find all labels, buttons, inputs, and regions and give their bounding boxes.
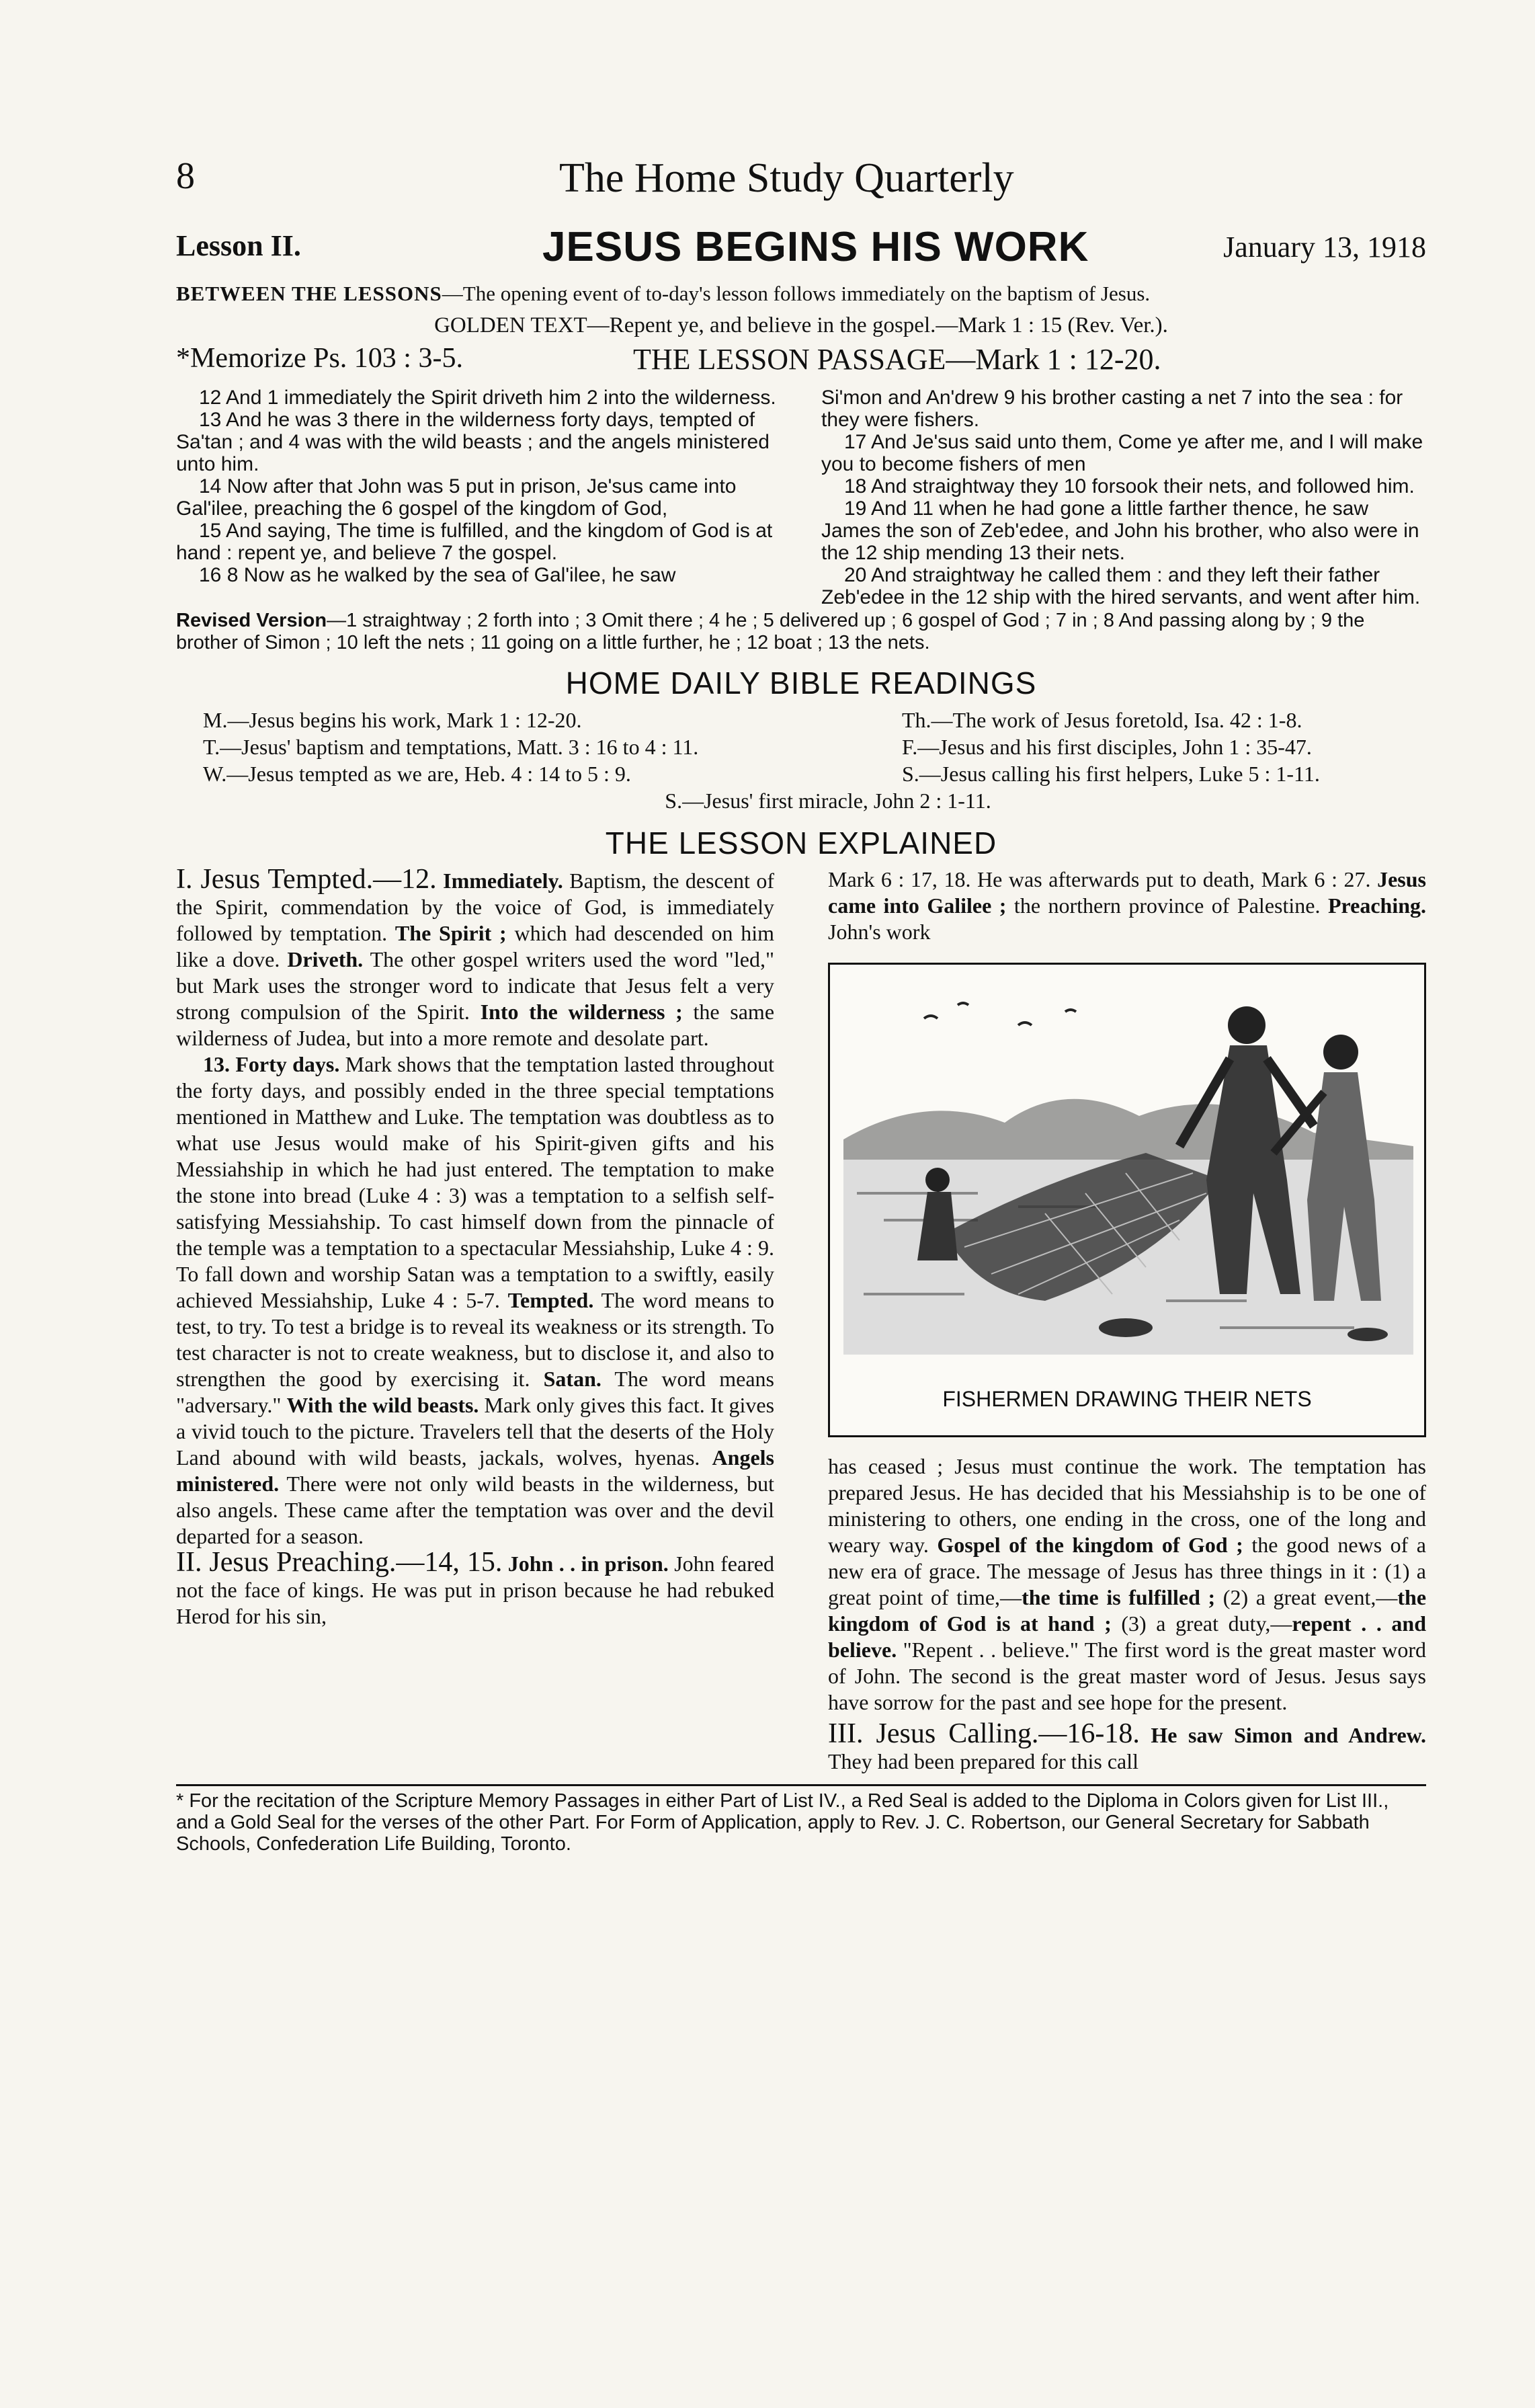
- revised-lead: Revised Version: [176, 610, 327, 631]
- text: Mark 6 : 17, 18. He was afterwards put to death, Mark 6 : 27.: [828, 867, 1378, 891]
- daily-readings: [176, 707, 1426, 814]
- verse: 12 And 1 immediately the Spirit driveth him 2 into the wilderness.: [199, 387, 776, 409]
- lesson-date: January 13, 1918: [1223, 231, 1426, 264]
- golden-text: GOLDEN TEXT—Repent ye, and believe in the gospel.—Mark 1 : 15 (Rev. Ver.).: [434, 313, 1168, 337]
- running-title: The Home Study Quarterly: [559, 155, 1014, 201]
- verse: 16 8 Now as he walked by the sea of Gal'ilee, he saw: [199, 564, 676, 586]
- lesson-explained: [176, 864, 1427, 1775]
- lesson-label: Lesson II.: [176, 229, 301, 262]
- term: Preaching.: [1327, 893, 1426, 918]
- text: John feared not the face of kings. He was put in prison because he had rebuked Herod for his sin,: [176, 1552, 775, 1628]
- term: With the wild beasts.: [286, 1393, 479, 1417]
- passage-heading: [176, 342, 1426, 383]
- term: The Spirit ;: [395, 921, 507, 945]
- text: Mark shows that the temptation lasted throughout the forty days, and possibly ended in the three special temptations mentioned in Matthew and Luke. The temptation was doubtless as to what use Jesus would make of his Spirit-given gifts and his Messiahship in which he had just entered. The temptation to make the stone into bread (Luke 4 : 3) was a temptation to a selfish self-satisfying Messiahship. To cast himself down from the pinnacle of the temple was a temptation to a spectacular Messiahship, Luke 4 : 9. To fall down and worship Satan was a temptation to a swiftly, easily achieved Messiahship, Luke 4 : 5-7.: [176, 1052, 775, 1312]
- term: Gospel of the kingdom of God ;: [937, 1533, 1243, 1557]
- term: Driveth.: [287, 947, 364, 971]
- text: the good news of a new era of grace. The message of Jesus has three things in it : (1) a great point of time,—: [828, 1533, 1427, 1609]
- daily-readings-heading: HOME DAILY BIBLE READINGS: [565, 666, 1037, 700]
- text: Mark only gives this fact. It gives a vivid touch to the picture. Travelers tell that the deserts of the Holy Land abound with wild beasts, jackals, wolves, hyenas.: [176, 1393, 775, 1470]
- paragraph: [828, 867, 1426, 945]
- illustration-fishermen: [828, 963, 1426, 1437]
- verse: Si'mon and An'drew 9 his brother casting a net 7 into the sea : for they were fishers.: [821, 387, 1403, 431]
- reading-item: W.—Jesus tempted as we are, Heb. 4 : 14 to 5 : 9.: [203, 762, 631, 786]
- term: Immediately.: [443, 869, 563, 893]
- term: Tempted.: [507, 1288, 594, 1312]
- text: the same wilderness of Judea, but into a more remote and desolate part.: [176, 1000, 775, 1050]
- term: 13. Forty days.: [203, 1052, 340, 1076]
- verse: 17 And Je'sus said unto them, Come ye after me, and I will make you to become fishers of men: [821, 431, 1423, 475]
- text: The word means "adversary.": [176, 1367, 775, 1417]
- revised-text: —1 straightway ; 2 forth into ; 3 Omit there ; 4 he ; 5 delivered up ; 6 gospel of God ; 7 in ; 8 And passing along by ; 9 the brother of Simon ; 10 left the nets ; 11 going on a little further, he ; 12 boat ; 13 the nets.: [176, 610, 1365, 653]
- page-header: [176, 155, 1426, 208]
- explained-right-column: [828, 867, 1426, 1775]
- text: (3) a great duty,—: [1111, 1611, 1292, 1636]
- page: [176, 155, 1426, 2306]
- term: Into the wilderness ;: [480, 1000, 683, 1024]
- lesson-explained-heading: THE LESSON EXPLAINED: [605, 826, 997, 860]
- page-number: 8: [176, 155, 195, 197]
- verses-right-column: [821, 387, 1426, 608]
- figure-caption: FISHERMEN DRAWING THEIR NETS: [942, 1387, 1312, 1411]
- explained-left-column: [176, 864, 775, 1775]
- between-text: —The opening event of to-day's lesson follows immediately on the baptism of Jesus.: [442, 282, 1151, 305]
- text: has ceased ; Jesus must continue the work. The temptation has prepared Jesus. He has decided that his Messiahship is to be one of ministering to others, one ending in the cross, one of the long and weary way.: [828, 1454, 1426, 1557]
- reading-item: T.—Jesus' baptism and temptations, Matt. 3 : 16 to 4 : 11.: [203, 735, 699, 759]
- memorize-note: *Memorize Ps. 103 : 3-5.: [176, 343, 463, 374]
- footnote: * For the recitation of the Scripture Memory Passages in either Part of List IV., a Red Seal is added to the Diploma in Colors given for List III., and a Gold Seal for the verses of the other Part. For Form of Application, apply to Rev. J. C. Robertson, our General Secretary for Sabbath Schools, Confederation Life Building, Toronto.: [176, 1790, 1389, 1855]
- term: the time is fulfilled ;: [1022, 1585, 1216, 1609]
- text: The other gospel writers used the word "led," but Mark uses the stronger word to indicate that Jesus felt a very strong compulsion of the Spirit.: [176, 947, 775, 1024]
- text: which had descended on him like a dove.: [176, 921, 775, 971]
- paragraph: [828, 1453, 1426, 1716]
- text: Baptism, the descent of the Spirit, commendation by the voice of God, is immediately followed by temptation.: [176, 869, 775, 945]
- between-the-lessons: [176, 281, 1426, 307]
- term: repent . . and believe.: [828, 1611, 1426, 1662]
- paragraph: [176, 864, 775, 1051]
- term: He saw Simon and Andrew.: [1139, 1723, 1426, 1747]
- fishermen-illustration-icon: [843, 978, 1413, 1355]
- term: Satan.: [543, 1367, 601, 1391]
- paragraph: [176, 1547, 775, 1630]
- term: Jesus came into Galilee ;: [828, 867, 1426, 918]
- text: John's work: [828, 920, 931, 944]
- text: The word means to test, to try. To test a bridge is to reveal its weakness or its strength. To test character is not to create weakness, but to disclose it, and also to strengthen the good by exercising it.: [176, 1288, 775, 1391]
- verse: 13 And he was 3 there in the wilderness forty days, tempted of Sa'tan ; and 4 was with the wild beasts ; and the angels ministered unto him.: [176, 409, 770, 475]
- text: (2) a great event,—: [1215, 1585, 1398, 1609]
- text: "Repent . . believe." The first word is the great master word of John. The second is the great master word of Jesus. Jesus says have sorrow for the past and see hope for the present.: [828, 1638, 1426, 1714]
- reading-item: M.—Jesus begins his work, Mark 1 : 12-20.: [203, 708, 582, 732]
- text: There were not only wild beasts in the wilderness, but also angels. These came after the temptation was over and the devil departed for a season.: [176, 1472, 774, 1548]
- lesson-passage: [176, 387, 1426, 608]
- paragraph: [828, 1718, 1426, 1775]
- section-jesus-preaching: II. Jesus Preaching.—14, 15.: [176, 1547, 503, 1578]
- reading-item: Th.—The work of Jesus foretold, Isa. 42 : 1-8.: [902, 708, 1302, 732]
- verses-left-column: [176, 387, 781, 608]
- verse: 19 And 11 when he had gone a little farther thence, he saw James the son of Zeb'edee, and John his brother, who also were in the 12 ship mending 13 their nets.: [821, 497, 1419, 564]
- revised-version: [176, 610, 1426, 654]
- term: Angels ministered.: [176, 1445, 774, 1496]
- paragraph: [176, 1051, 774, 1550]
- lesson-title: JESUS BEGINS HIS WORK: [542, 224, 1089, 270]
- section-jesus-calling: III. Jesus Calling.—16-18.: [828, 1718, 1140, 1749]
- verse: 15 And saying, The time is fulfilled, and the kingdom of God is at hand : repent ye, and believe 7 the gospel.: [176, 520, 773, 564]
- verse: 18 And straightway they 10 forsook their nets, and followed him.: [844, 475, 1415, 497]
- term: the kingdom of God is at hand ;: [828, 1585, 1427, 1636]
- reading-item: S.—Jesus calling his first helpers, Luke 5 : 1-11.: [902, 762, 1320, 786]
- term: John . . in prison.: [502, 1552, 669, 1576]
- reading-item: F.—Jesus and his first disciples, John 1 : 35-47.: [902, 735, 1312, 759]
- section-jesus-tempted: I. Jesus Tempted.—12.: [176, 864, 437, 895]
- verse: 14 Now after that John was 5 put in prison, Je'sus came into Gal'ilee, preaching the 6 gospel of the kingdom of God,: [176, 475, 737, 520]
- between-lead: BETWEEN THE LESSONS: [176, 282, 442, 305]
- verse: 20 And straightway he called them : and they left their father Zeb'edee in the 12 ship with the hired servants, and went after him.: [821, 564, 1421, 608]
- reading-item: S.—Jesus' first miracle, John 2 : 1-11.: [665, 789, 991, 813]
- lesson-heading: [176, 223, 1426, 277]
- passage-title: THE LESSON PASSAGE—Mark 1 : 12-20.: [633, 343, 1161, 376]
- text: They had been prepared for this call: [828, 1749, 1139, 1773]
- text: the northern province of Palestine.: [1006, 893, 1328, 918]
